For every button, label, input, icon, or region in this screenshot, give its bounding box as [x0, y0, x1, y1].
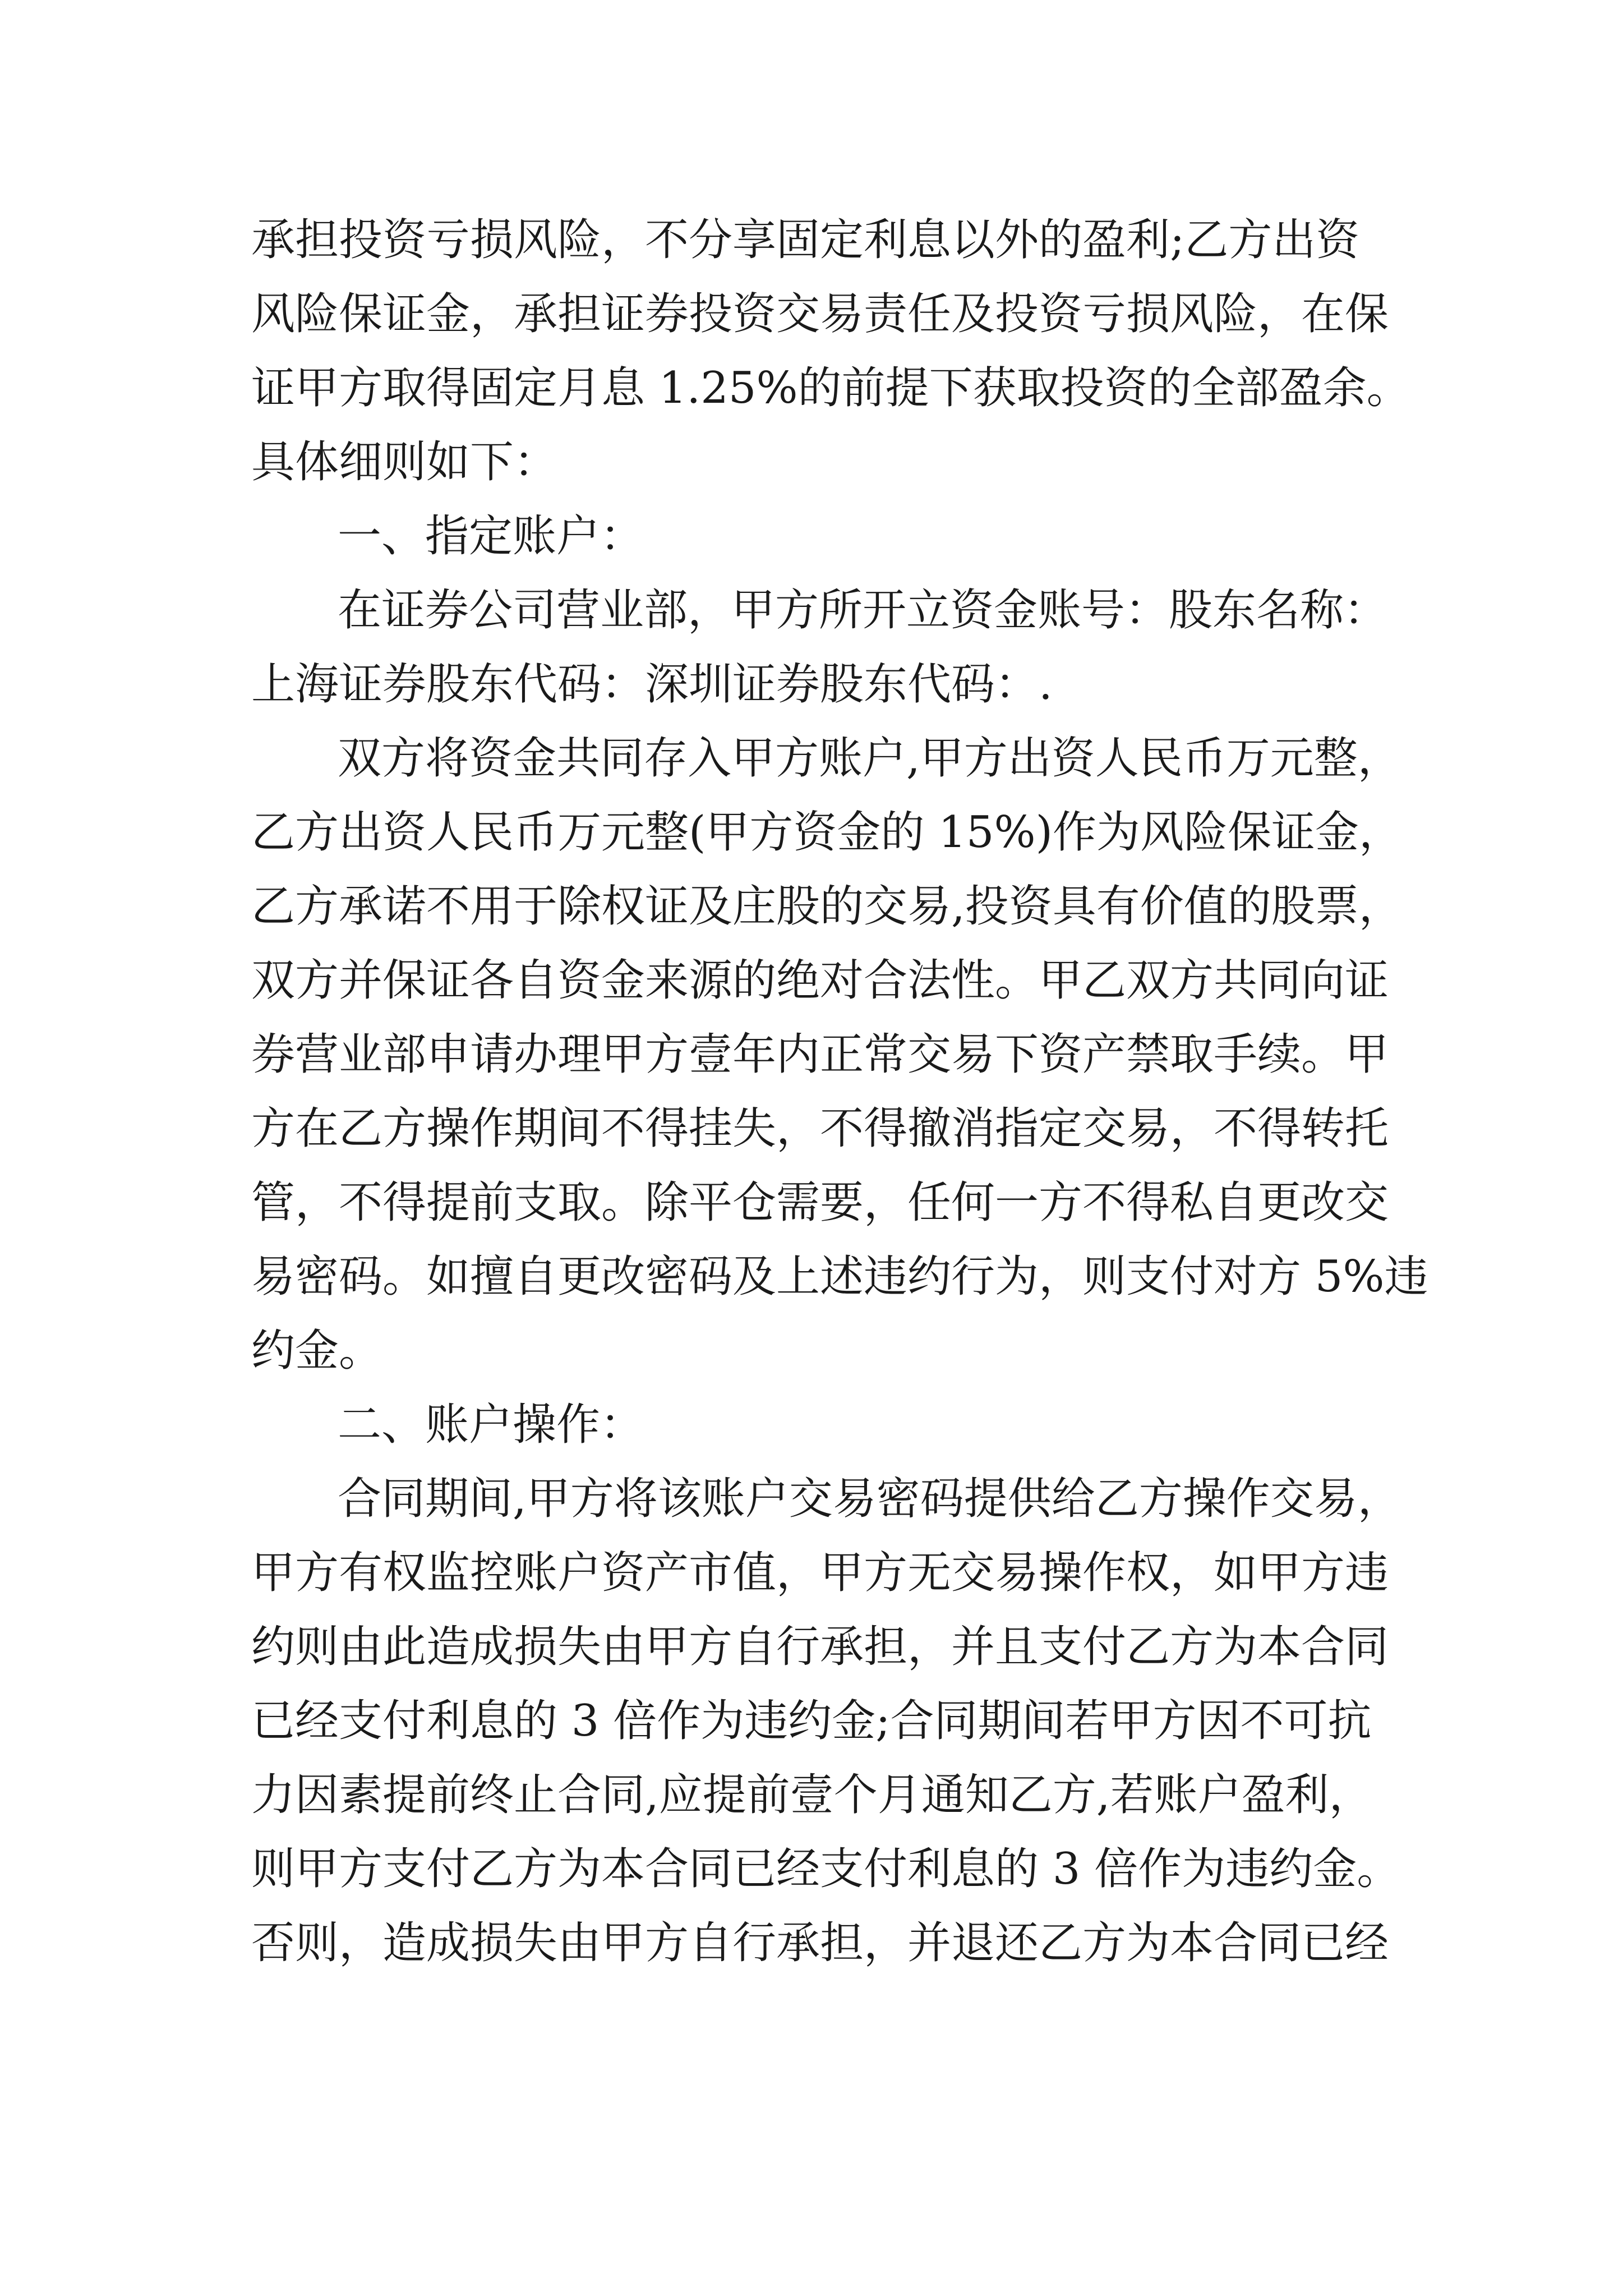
text-line: 甲方有权监控账户资产市值，甲方无交易操作权，如甲方违	[251, 1548, 1389, 1598]
text-line: 力因素提前终止合同,应提前壹个月通知乙方,若账户盈利，	[251, 1770, 1373, 1820]
text-line: 合同期间,甲方将该账户交易密码提供给乙方操作交易，	[338, 1474, 1401, 1524]
section-heading: 一、指定账户：	[338, 511, 644, 562]
text-line: 已经支付利息的 3 倍作为违约金;合同期间若甲方因不可抗	[251, 1696, 1372, 1746]
text-line: 约金。	[251, 1326, 383, 1376]
text-line: 具体细则如下：	[251, 437, 558, 487]
text-line: 则甲方支付乙方为本合同已经支付利息的 3 倍作为违约金。	[251, 1844, 1401, 1894]
text-line: 管，不得提前支取。除平仓需要，任何一方不得私自更改交	[251, 1177, 1389, 1228]
text-line: 证甲方取得固定月息 1.25%的前提下获取投资的全部盈余。	[251, 363, 1410, 413]
text-line: 券营业部申请办理甲方壹年内正常交易下资产禁取手续。甲	[251, 1029, 1389, 1080]
text-line: 上海证券股东代码：深圳证券股东代码：.	[251, 659, 1053, 710]
section-heading: 二、账户操作：	[338, 1400, 644, 1450]
text-line: 否则，造成损失由甲方自行承担，并退还乙方为本合同已经	[251, 1918, 1389, 1968]
text-line: 双方并保证各自资金来源的绝对合法性。甲乙双方共同向证	[251, 955, 1389, 1006]
text-line: 约则由此造成损失由甲方自行承担，并且支付乙方为本合同	[251, 1622, 1389, 1672]
text-line: 乙方承诺不用于除权证及庄股的交易,投资具有价值的股票，	[251, 881, 1403, 932]
text-line: 双方将资金共同存入甲方账户,甲方出资人民币万元整，	[338, 733, 1401, 784]
text-line: 在证券公司营业部，甲方所开立资金账号：股东名称：	[338, 585, 1388, 636]
text-line: 风险保证金，承担证券投资交易责任及投资亏损风险，在保	[251, 289, 1389, 339]
text-line: 方在乙方操作期间不得挂失，不得撤消指定交易，不得转托	[251, 1103, 1389, 1154]
text-line: 易密码。如擅自更改密码及上述违约行为，则支付对方 5%违	[251, 1251, 1428, 1302]
text-line: 乙方出资人民币万元整(甲方资金的 15%)作为风险保证金，	[251, 807, 1403, 858]
text-line: 承担投资亏损风险，不分享固定利息以外的盈利;乙方出资	[251, 215, 1360, 265]
